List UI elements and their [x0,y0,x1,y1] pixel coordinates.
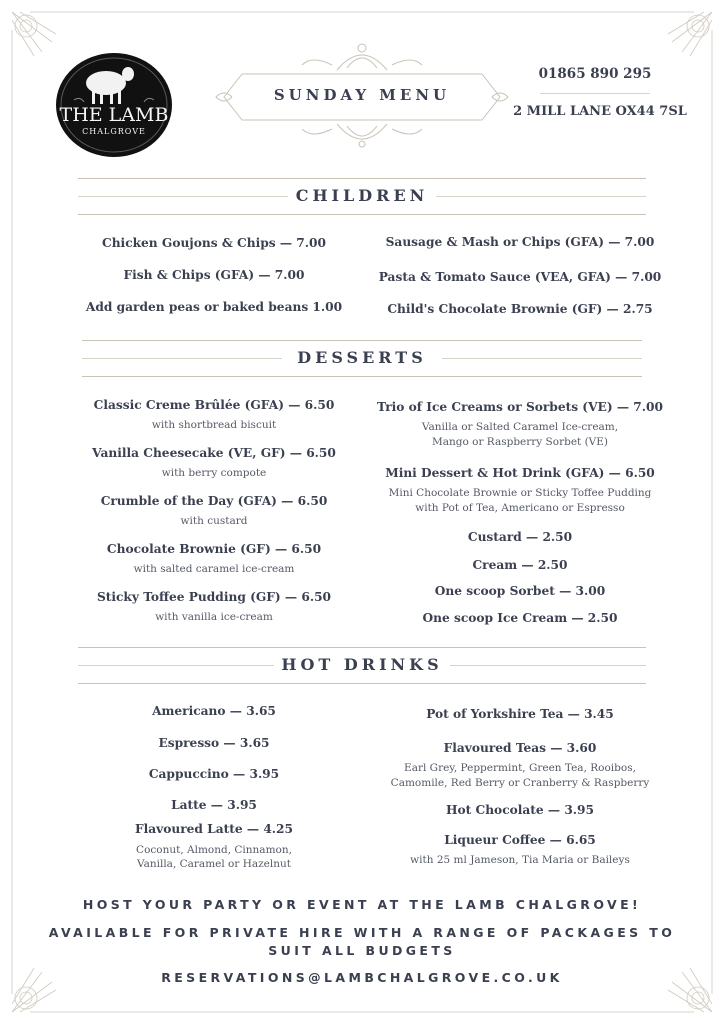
dessert-desc: with custard [180,515,248,527]
dessert-item: Crumble of the Day (GFA) — 6.50 [100,494,328,508]
dessert-item: Trio of Ice Creams or Sorbets (VE) — 7.00 [377,400,663,414]
footer-promo: HOST YOUR PARTY OR EVENT AT THE LAMB CHALGROVE! [82,897,642,912]
drink-item: Latte — 3.95 [171,798,257,812]
logo-text: THE LAMB [59,104,169,126]
drinks-heading: HOT DRINKS [281,655,443,674]
desserts-heading: DESSERTS [297,348,427,367]
dessert-item: Classic Creme Brûlée (GFA) — 6.50 [93,398,335,412]
drink-item: Flavoured Latte — 4.25 [134,822,294,836]
drink-item: Hot Chocolate — 3.95 [445,803,595,817]
dessert-desc: Mini Chocolate Brownie or Sticky Toffee Pudding [388,487,652,499]
drinks-rule-bottom [78,683,646,684]
dessert-desc: with Pot of Tea, Americano or Espresso [415,502,625,514]
children-rule-right [436,196,646,197]
dessert-item: Sticky Toffee Pudding (GF) — 6.50 [96,590,332,604]
footer-private-hire-2: SUIT ALL BUDGETS [268,943,456,958]
children-item: Chicken Goujons & Chips — 7.00 [102,236,326,250]
drink-item: Liqueur Coffee — 6.65 [444,833,596,847]
logo-subtext: CHALGROVE [82,127,146,136]
dessert-desc: with berry compote [161,467,267,479]
children-heading: CHILDREN [295,186,429,205]
dessert-item: One scoop Sorbet — 3.00 [434,584,606,598]
footer-private-hire: AVAILABLE FOR PRIVATE HIRE WITH A RANGE OF PACKAGES TO [48,925,676,940]
children-item: Pasta & Tomato Sauce (VEA, GFA) — 7.00 [378,270,662,284]
desserts-rule-bottom [82,376,642,377]
contact-divider [540,93,650,94]
drinks-rule-right [450,665,646,666]
dessert-desc: with shortbread biscuit [151,419,277,431]
drink-item: Cappuccino — 3.95 [148,767,280,781]
desserts-rule-left [82,358,282,359]
drink-item: Pot of Yorkshire Tea — 3.45 [426,707,614,721]
dessert-desc: with salted caramel ice-cream [133,563,295,575]
menu-title: SUNDAY MENU [273,86,451,104]
children-item: Fish & Chips (GFA) — 7.00 [123,268,305,282]
dessert-desc: with vanilla ice-cream [155,611,273,623]
drink-desc: Vanilla, Caramel or Hazelnut [136,858,292,870]
children-item: Sausage & Mash or Chips (GFA) — 7.00 [385,235,655,249]
dessert-item: Chocolate Brownie (GF) — 6.50 [106,542,322,556]
phone-number: 01865 890 295 [538,66,652,82]
dessert-desc: Mango or Raspberry Sorbet (VE) [431,436,609,448]
desserts-rule-top [82,340,642,341]
drinks-rule-left [78,665,274,666]
desserts-rule-right [442,358,642,359]
dessert-item: Mini Dessert & Hot Drink (GFA) — 6.50 [385,466,655,480]
children-rule-top [78,178,646,179]
dessert-item: One scoop Ice Cream — 2.50 [422,611,618,625]
drink-item: Americano — 3.65 [152,704,276,718]
address: 2 MILL LANE OX44 7SL [513,104,687,119]
children-rule-bottom [78,214,646,215]
dessert-item: Cream — 2.50 [472,558,568,572]
drinks-rule-top [78,647,646,648]
drink-item: Flavoured Teas — 3.60 [443,741,597,755]
dessert-item: Custard — 2.50 [467,530,573,544]
reservations-email[interactable]: RESERVATIONS@LAMBCHALGROVE.CO.UK [161,970,563,985]
dessert-desc: Vanilla or Salted Caramel Ice-cream, [421,421,619,433]
drink-item: Espresso — 3.65 [158,736,270,750]
children-rule-left [78,196,288,197]
drink-desc: Coconut, Almond, Cinnamon, [136,844,292,856]
children-item: Add garden peas or baked beans 1.00 [85,300,343,314]
dessert-item: Vanilla Cheesecake (VE, GF) — 6.50 [92,446,336,460]
drink-desc: Earl Grey, Peppermint, Green Tea, Rooibos, [404,762,636,774]
children-item: Child's Chocolate Brownie (GF) — 2.75 [387,302,653,316]
drink-desc: with 25 ml Jameson, Tia Maria or Baileys [410,854,630,866]
drink-desc: Camomile, Red Berry or Cranberry & Raspberry [390,777,650,789]
